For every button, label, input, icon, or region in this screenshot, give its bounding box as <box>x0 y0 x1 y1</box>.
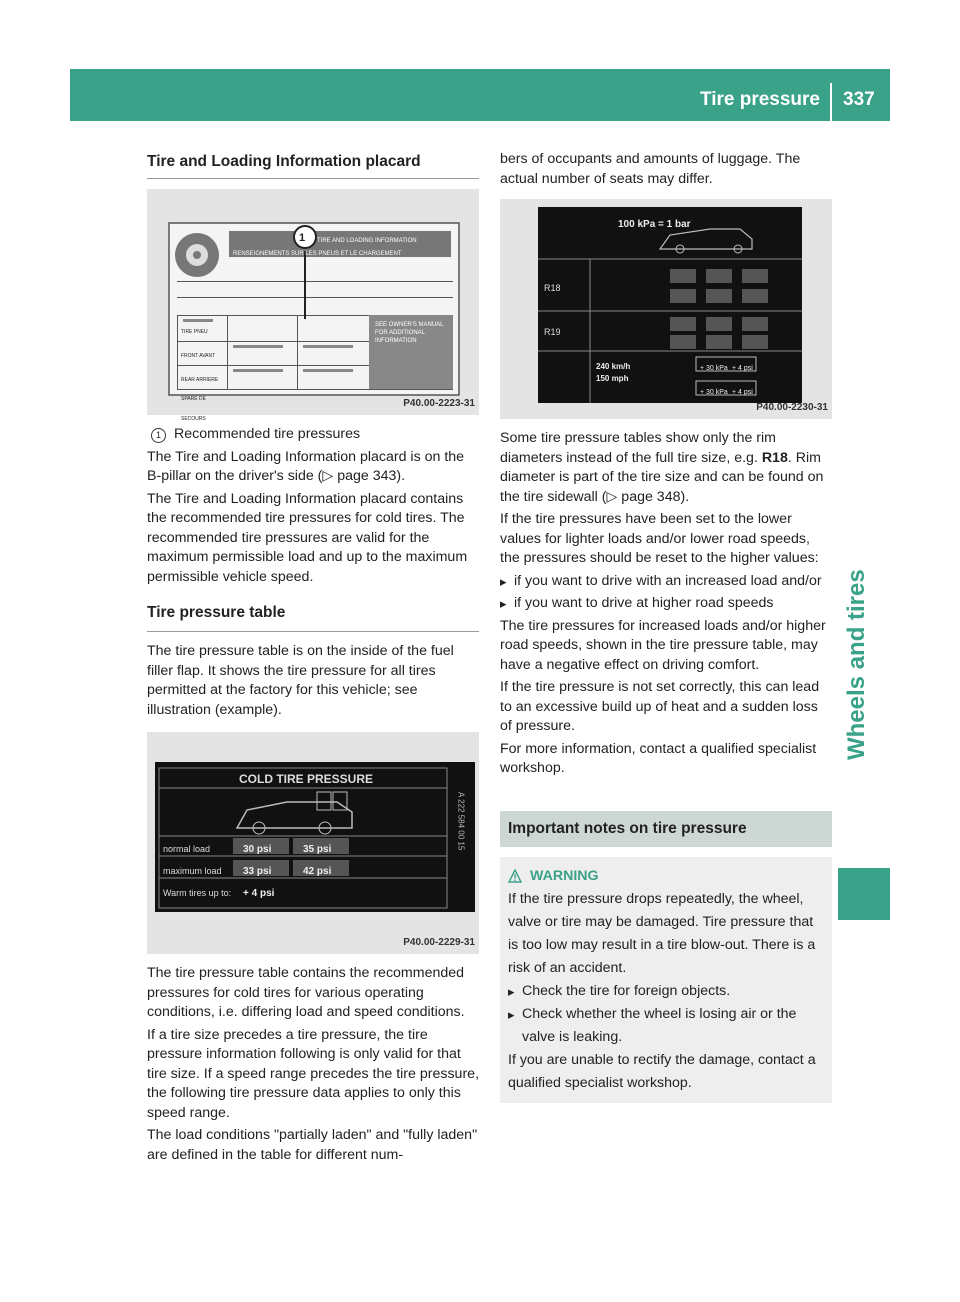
paragraph: The tire pressures for increased loads and/or higher road speeds, shown in the tire pressure table, may have a negative effect on driving comfort. <box>500 617 826 673</box>
side-code: A 222 584 00 15 <box>456 792 466 851</box>
warm-add-psi: + 4 psi <box>732 389 753 396</box>
text-run: . Rim diameter is part of the tire size and can be found on the tire sidewall (▷ page 348). <box>500 449 824 505</box>
rim-table-figure <box>500 199 832 419</box>
section-heading: Important notes on tire pressure <box>500 811 832 847</box>
list-item: ▸ Check the tire for foreign objects. <box>508 980 824 1003</box>
heading-rule <box>147 631 479 632</box>
paragraph: The tire pressure table is on the inside of the fuel filler flap. It shows the tire pressure for all tires permitted at the factory for this vehicle; see illustration (example). <box>147 643 454 718</box>
warning-paragraph: If you are unable to rectify the damage, contact a qualified specialist workshop. <box>508 1051 816 1091</box>
side-tab-marker <box>838 868 890 920</box>
row-maximum-load: maximum load <box>163 866 222 876</box>
pressure-value: 42 psi <box>303 866 332 877</box>
paragraph: If the tire pressures have been set to the lower values for lighter loads and/or lower road speeds, the pressures should be reset to the higher values: <box>500 511 819 566</box>
paragraph: For more information, contact a qualified specialist workshop. <box>500 740 817 776</box>
paragraph: If a tire size precedes a tire pressure, the tire pressure information following is only valid for that tire size. If a speed range precedes the tire pressure, the following tire pressure data applies to only this speed range. <box>147 1026 480 1121</box>
paragraph <box>500 429 832 507</box>
heading-placard: Tire and Loading Information placard <box>147 153 421 170</box>
rim-table-header: 100 kPa = 1 bar <box>618 219 691 230</box>
paragraph: bers of occupants and amounts of luggage. The actual number of seats may differ. <box>500 151 801 187</box>
text-run: Some tire pressure tables show only the rim diameters instead of the full tire size, e.g. <box>500 430 776 466</box>
speed-kmh: 240 km/h <box>596 362 631 371</box>
side-tab-label: Wheels and tires <box>843 569 870 760</box>
warm-add-kpa: + 30 kPa <box>700 389 728 396</box>
placard-row-front: FRONT AVANT <box>181 353 216 359</box>
heading-tire-pressure-table: Tire pressure table <box>147 604 286 621</box>
placard-figure <box>147 189 479 422</box>
placard-row-tire: TIRE PNEU <box>181 329 208 335</box>
warning-box <box>500 857 832 1103</box>
warning-title-row <box>508 865 824 888</box>
row-normal-load: normal load <box>163 844 211 854</box>
warning-triangle-icon <box>508 869 522 883</box>
placard-row-spare: SPARE DE SECOURS <box>181 396 206 422</box>
paragraph: The tire pressure table contains the recommended pressures for cold tires for various operating conditions, i.e. differing load and speed conditions. <box>147 965 465 1020</box>
pressure-value: + 4 psi <box>243 888 275 899</box>
legend-text: Recommended tire pressures <box>174 426 361 442</box>
left-column <box>147 150 479 1168</box>
figure-code: P40.00-2229-31 <box>403 936 475 948</box>
list-item: ▸ if you want to drive at higher road speeds <box>500 594 832 614</box>
paragraph: If the tire pressure is not set correctly, this can lead to an excessive build up of heat and a sudden loss of pressure. <box>500 679 820 734</box>
pressure-table-figure <box>147 732 479 954</box>
rim-example: R18 <box>761 449 788 466</box>
paragraph: The Tire and Loading Information placard contains the recommended tire pressures for cold tires. The recommended tire pressures are valid for the maximum permissible load and up to the maximum permissible vehicle speed. <box>147 490 468 585</box>
rim-r19: R19 <box>544 327 561 337</box>
header-title: Tire pressure <box>699 89 820 110</box>
heading-rule <box>147 178 479 179</box>
right-column <box>500 150 832 1103</box>
callout-number: 1 <box>299 232 306 244</box>
pressure-value: 33 psi <box>243 866 272 877</box>
placard-box-text: SEE OWNER'S MANUAL FOR ADDITIONAL INFORMATION <box>375 322 444 344</box>
pressure-value: 30 psi <box>243 844 272 855</box>
list-item: ▸ if you want to drive with an increased load and/or <box>500 572 832 592</box>
row-warm-tires: Warm tires up to: <box>163 888 232 898</box>
header-separator <box>830 83 832 121</box>
figure-code: P40.00-2223-31 <box>403 397 475 409</box>
rim-r18: R18 <box>544 283 561 293</box>
speed-mph: 150 mph <box>596 374 629 383</box>
placard-title: TIRE AND LOADING INFORMATION <box>317 238 417 244</box>
warning-title: WARNING <box>530 867 599 884</box>
placard-title-fr: RENSEIGNEMENTS SUR LES PNEUS ET LE CHARGEMENT <box>233 251 402 257</box>
paragraph: The Tire and Loading Information placard is on the B-pillar on the driver's side (▷ page 343). <box>147 448 465 484</box>
list-item: ▸ Check whether the wheel is losing air or the valve is leaking. <box>508 1003 824 1049</box>
warm-add-kpa: + 30 kPa <box>700 365 728 372</box>
page-number: 337 <box>843 89 875 110</box>
warm-add-psi: + 4 psi <box>732 365 753 372</box>
warning-paragraph: If the tire pressure drops repeatedly, the wheel, valve or tire may be damaged. Tire pressure that is too low may result in a tire blow-out. There is a risk of an accident. <box>508 890 816 976</box>
figure-code: P40.00-2230-31 <box>756 401 828 413</box>
pressure-value: 35 psi <box>303 844 332 855</box>
placard-row-rear: REAR ARRIERE <box>181 377 219 383</box>
cold-tire-pressure-title: COLD TIRE PRESSURE <box>239 772 374 786</box>
legend-number: 1 <box>151 428 166 443</box>
paragraph: The load conditions "partially laden" and "fully laden" are defined in the table for different num- <box>147 1127 478 1163</box>
